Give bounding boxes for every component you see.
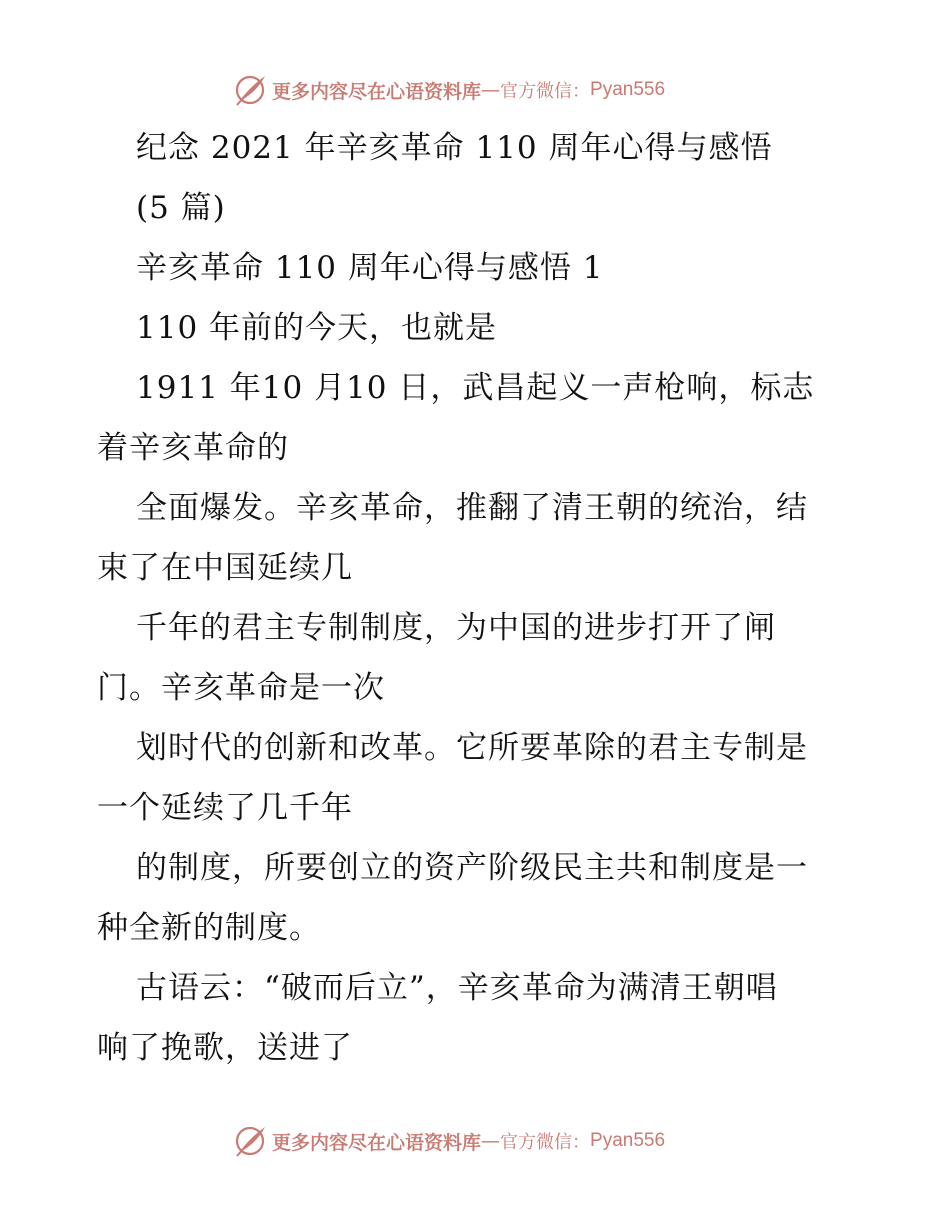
document-title-line-1: 纪念 2021 年辛亥革命 110 周年心得与感悟 [136,130,773,166]
paragraph-line [97,478,857,598]
quill-logo-icon [232,72,268,108]
paragraph-first-line: 110 年前的今天，也就是 [136,310,498,346]
paragraph-first-line: 划时代的创新和改革。它所要革除的君主专制是 [136,730,808,766]
paragraph-first-line: 全面爆发。辛亥革命，推翻了清王朝的统治，结 [136,490,808,526]
paragraph-continuation: 着辛亥革命的 [97,430,289,466]
paragraph-continuation: 种全新的制度。 [97,910,321,946]
paragraph-first-line: 古语云：“破而后立”，辛亥革命为满清王朝唱 [136,970,778,1006]
paragraph-continuation: 束了在中国延续几 [97,550,353,586]
document-title-line-2: (5 篇) [136,190,226,226]
watermark-wechat-id: Pyan556 [590,79,666,100]
document-body [97,118,857,1078]
watermark-text: 更多内容尽在心语资料库 [272,1131,482,1154]
section-heading: 辛亥革命 110 周年心得与感悟 1 [136,250,604,286]
watermark-suffix: 官方微信： [500,81,591,102]
paragraph-line [97,358,857,478]
paragraph-first-line: 的制度，所要创立的资产阶级民主共和制度是一 [136,850,808,886]
watermark-dash: — [481,79,501,101]
paragraph-continuation: 响了挽歌，送进了 [97,1030,353,1066]
paragraph-line [97,298,857,358]
paragraph-first-line: 千年的君主专制制度，为中国的进步打开了闸 [136,610,776,646]
watermark-wechat-id: Pyan556 [590,1130,666,1151]
paragraph-line [97,838,857,958]
watermark-text: 更多内容尽在心语资料库 [272,80,482,103]
paragraph-continuation: 一个延续了几千年 [97,790,353,826]
paragraph-continuation: 门。辛亥革命是一次 [97,670,385,706]
watermark-suffix: 官方微信： [500,1132,591,1153]
watermark-header [232,70,665,110]
paragraph-line [97,958,857,1078]
paragraph-first-line: 1911 年10 月10 日，武昌起义一声枪响，标志 [136,370,815,406]
paragraph-line [97,598,857,718]
quill-logo-icon [232,1123,268,1159]
watermark-dash: — [481,1130,501,1152]
watermark-footer [232,1121,665,1161]
paragraph-line [97,718,857,838]
